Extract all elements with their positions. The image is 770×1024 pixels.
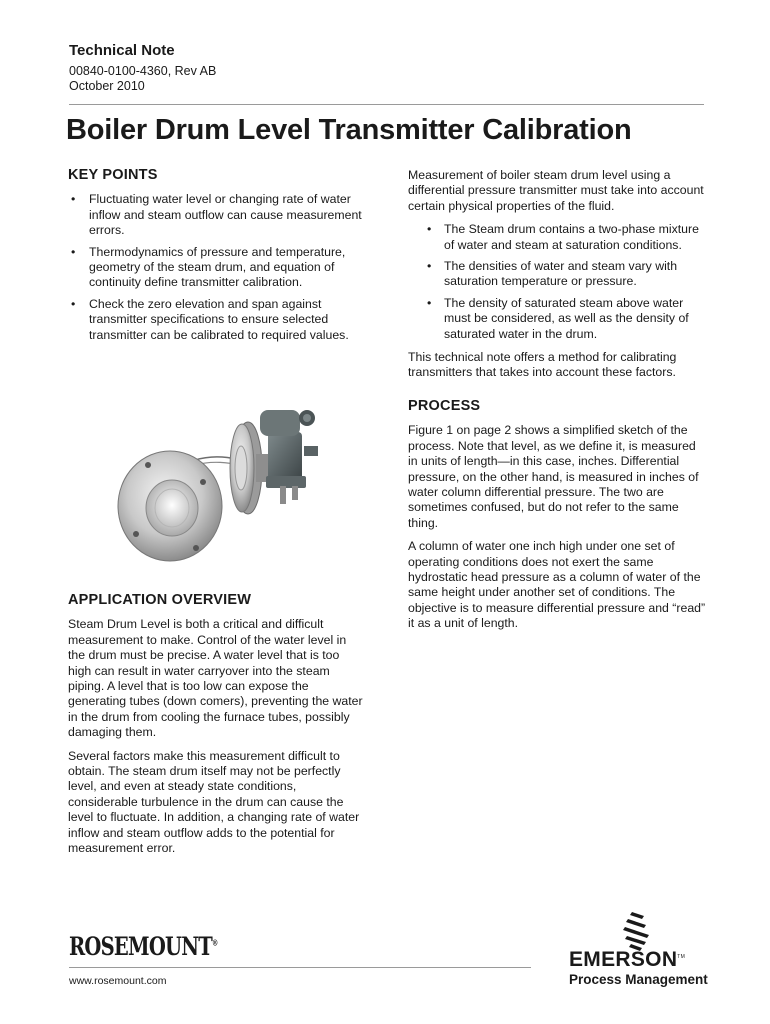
left-column bbox=[68, 168, 364, 351]
footer-divider bbox=[69, 967, 531, 968]
paragraph: Steam Drum Level is both a critical and difficult measurement to make. Control of the water level in the drum must be precise. A water level that is too high can result in water carryover into the steam piping. A level that is too low can expose the generating tubes (down comers), preventing the water in the drum from cooling the furnace tubes, possibly damaging them. bbox=[68, 617, 363, 740]
paragraph: Several factors make this measurement difficult to obtain. The steam drum itself may not be perfectly level, and even at steady state conditions, considerable turbulence in the drum can cause the level to fluctuate. In addition, a changing rate of water inflow and steam outflow adds to the potential for measurement error. bbox=[68, 748, 360, 856]
list-item: • The density of saturated steam above water must be considered, as well as the density of saturated water in the drum. bbox=[408, 296, 708, 342]
doc-number: 00840-0100-4360, Rev AB bbox=[69, 64, 217, 78]
process-management-label: Process Management bbox=[569, 972, 708, 987]
paragraph: Figure 1 on page 2 shows a simplified sketch of the process. Note that level, as we define it, is measured in units of length—in this case, inches. Differential pressure, on the other hand, is measured in inches of water column differential pressure. The two are sometimes confused, but do not refer to the same thing. bbox=[408, 423, 699, 530]
website-link[interactable]: www.rosemount.com bbox=[69, 975, 167, 987]
list-item: • Check the zero elevation and span against transmitter specifications to ensure selected transmitter can be calibrated to required values. bbox=[68, 297, 364, 343]
emerson-logo: EMERSON™ bbox=[569, 948, 686, 971]
transmitter-photo bbox=[108, 388, 328, 563]
key-points-heading: KEY POINTS bbox=[68, 167, 158, 183]
doc-date: October 2010 bbox=[69, 79, 145, 93]
list-item: • Thermodynamics of pressure and temperature, geometry of the steam drum, and equation of continuity define transmitter calibration. bbox=[68, 245, 364, 291]
doc-type-label: Technical Note bbox=[69, 42, 175, 59]
right-column bbox=[408, 168, 708, 640]
header-divider bbox=[69, 104, 704, 105]
page-title: Boiler Drum Level Transmitter Calibration bbox=[66, 114, 632, 146]
process-heading: PROCESS bbox=[408, 397, 481, 414]
properties-list bbox=[408, 222, 708, 342]
list-item: • The Steam drum contains a two-phase mixture of water and steam at saturation conditions. bbox=[408, 222, 708, 253]
list-item: • The densities of water and steam vary with saturation temperature or pressure. bbox=[408, 259, 708, 290]
application-overview-section bbox=[68, 593, 364, 865]
paragraph: A column of water one inch high under one set of operating conditions does not exert the same hydrostatic head pressure as a column of water of the same height under another set of conditions. The objective is to measure differential pressure and “read” it as a unit of length. bbox=[408, 539, 706, 631]
rosemount-logo: ROSEMOUNT® bbox=[69, 932, 219, 961]
closing-paragraph: This technical note offers a method for calibrating transmitters that takes into account these factors. bbox=[408, 350, 677, 380]
application-overview-heading: APPLICATION OVERVIEW bbox=[68, 592, 252, 608]
key-points-list bbox=[68, 192, 364, 343]
list-item: • Fluctuating water level or changing rate of water inflow and steam outflow can cause measurement errors. bbox=[68, 192, 364, 238]
intro-paragraph: Measurement of boiler steam drum level using a differential pressure transmitter must take into account certain physical properties of the fluid. bbox=[408, 168, 704, 213]
